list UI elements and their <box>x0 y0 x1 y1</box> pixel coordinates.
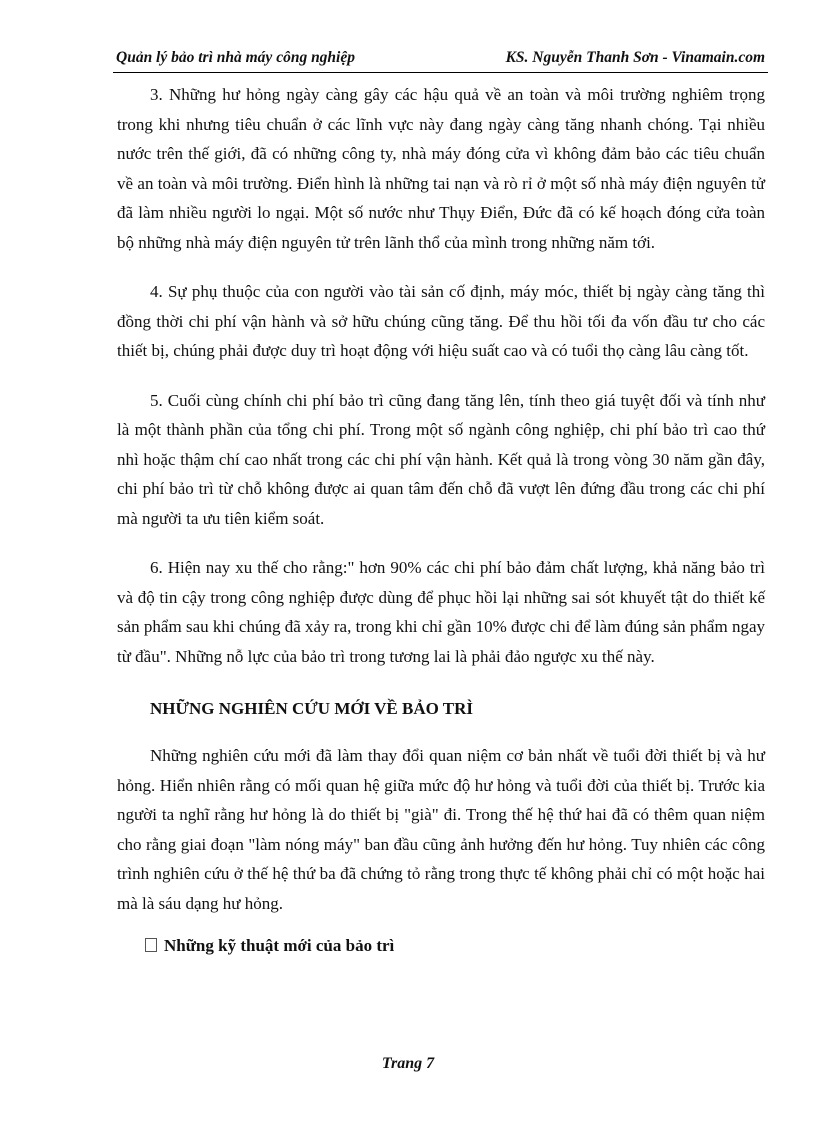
header-document-title: Quản lý bảo trì nhà máy công nghiệp <box>116 49 355 66</box>
subheading-label: Những kỹ thuật mới của bảo trì <box>164 936 395 955</box>
paragraph-6: 6. Hiện nay xu thế cho rằng:" hơn 90% các chi phí bảo đảm chất lượng, khả năng bảo trì và độ tin cậy trong công nghiệp được dùng để phục hồi lại những sai sót khuyết tật do thiết kế sản phẩm sau khi chúng đã xảy ra, trong khi chỉ gần 10% được chi để làm đúng sản phẩm ngay từ đầu". Những nỗ lực của bảo trì trong tương lai là phải đảo ngược xu thế này. <box>117 558 765 666</box>
checkbox-bullet-icon <box>145 938 157 952</box>
paragraph-5: 5. Cuối cùng chính chi phí bảo trì cũng đang tăng lên, tính theo giá tuyệt đối và tính như là một thành phần của tổng chi phí. Trong một số ngành công nghiệp, chi phí bảo trì cao thứ nhì hoặc thậm chí cao nhất trong các chi phí vận hành. Kết quả là trong vòng 30 năm gần đây, chi phí bảo trì từ chỗ không được ai quan tâm đến chỗ đã vượt lên đứng đầu trong các chi phí mà người ta ưu tiên kiểm soát. <box>117 390 765 528</box>
page-number: Trang 7 <box>381 1055 435 1072</box>
section-heading: NHỮNG NGHIÊN CỨU MỚI VỀ BẢO TRÌ <box>150 699 474 718</box>
section-paragraph: Những nghiên cứu mới đã làm thay đổi quan niệm cơ bản nhất về tuổi đời thiết bị và hư hỏng. Hiển nhiên rằng có mối quan hệ giữa mức độ hư hỏng và tuổi đời của thiết bị. Trước kia người ta nghĩ rằng hư hỏng là do thiết bị "già" đi. Trong thế hệ thứ hai đã có thêm quan niệm cho rằng giai đoạn "làm nóng máy" ban đầu cũng ảnh hưởng đến hư hỏng. Tuy nhiên các công trình nghiên cứu ở thế hệ thứ ba đã chứng tỏ rằng trong thực tế không phải chỉ có một hoặc hai mà là sáu dạng hư hỏng. <box>117 746 765 913</box>
page-header <box>113 44 768 73</box>
header-author: KS. Nguyễn Thanh Sơn - Vinamain.com <box>505 49 765 66</box>
paragraph-4: 4. Sự phụ thuộc của con người vào tài sản cố định, máy móc, thiết bị ngày càng tăng thì đồng thời chi phí vận hành và sở hữu chúng cũng tăng. Để thu hồi tối đa vốn đầu tư cho các thiết bị, chúng phải được duy trì hoạt động với hiệu suất cao và có tuổi thọ càng lâu càng tốt. <box>117 282 765 360</box>
subheading <box>145 934 765 958</box>
page-body <box>117 80 765 958</box>
paragraph-3: 3. Những hư hỏng ngày càng gây các hậu quả về an toàn và môi trường nghiêm trọng trong khi nhưng tiêu chuẩn ở các lĩnh vực này đang ngày càng tăng nhanh chóng. Tại nhiều nước trên thế giới, đã có những công ty, nhà máy đóng cửa vì không đảm bảo các tiêu chuẩn về an toàn và môi trường. Điển hình là những tai nạn và rò rỉ ở một số nhà máy điện nguyên tử đã làm nhiều người lo ngại. Một số nước như Thụy Điển, Đức đã có kế hoạch đóng cửa toàn bộ những nhà máy điện nguyên tử trên lãnh thổ của mình trong những năm tới. <box>117 85 765 252</box>
